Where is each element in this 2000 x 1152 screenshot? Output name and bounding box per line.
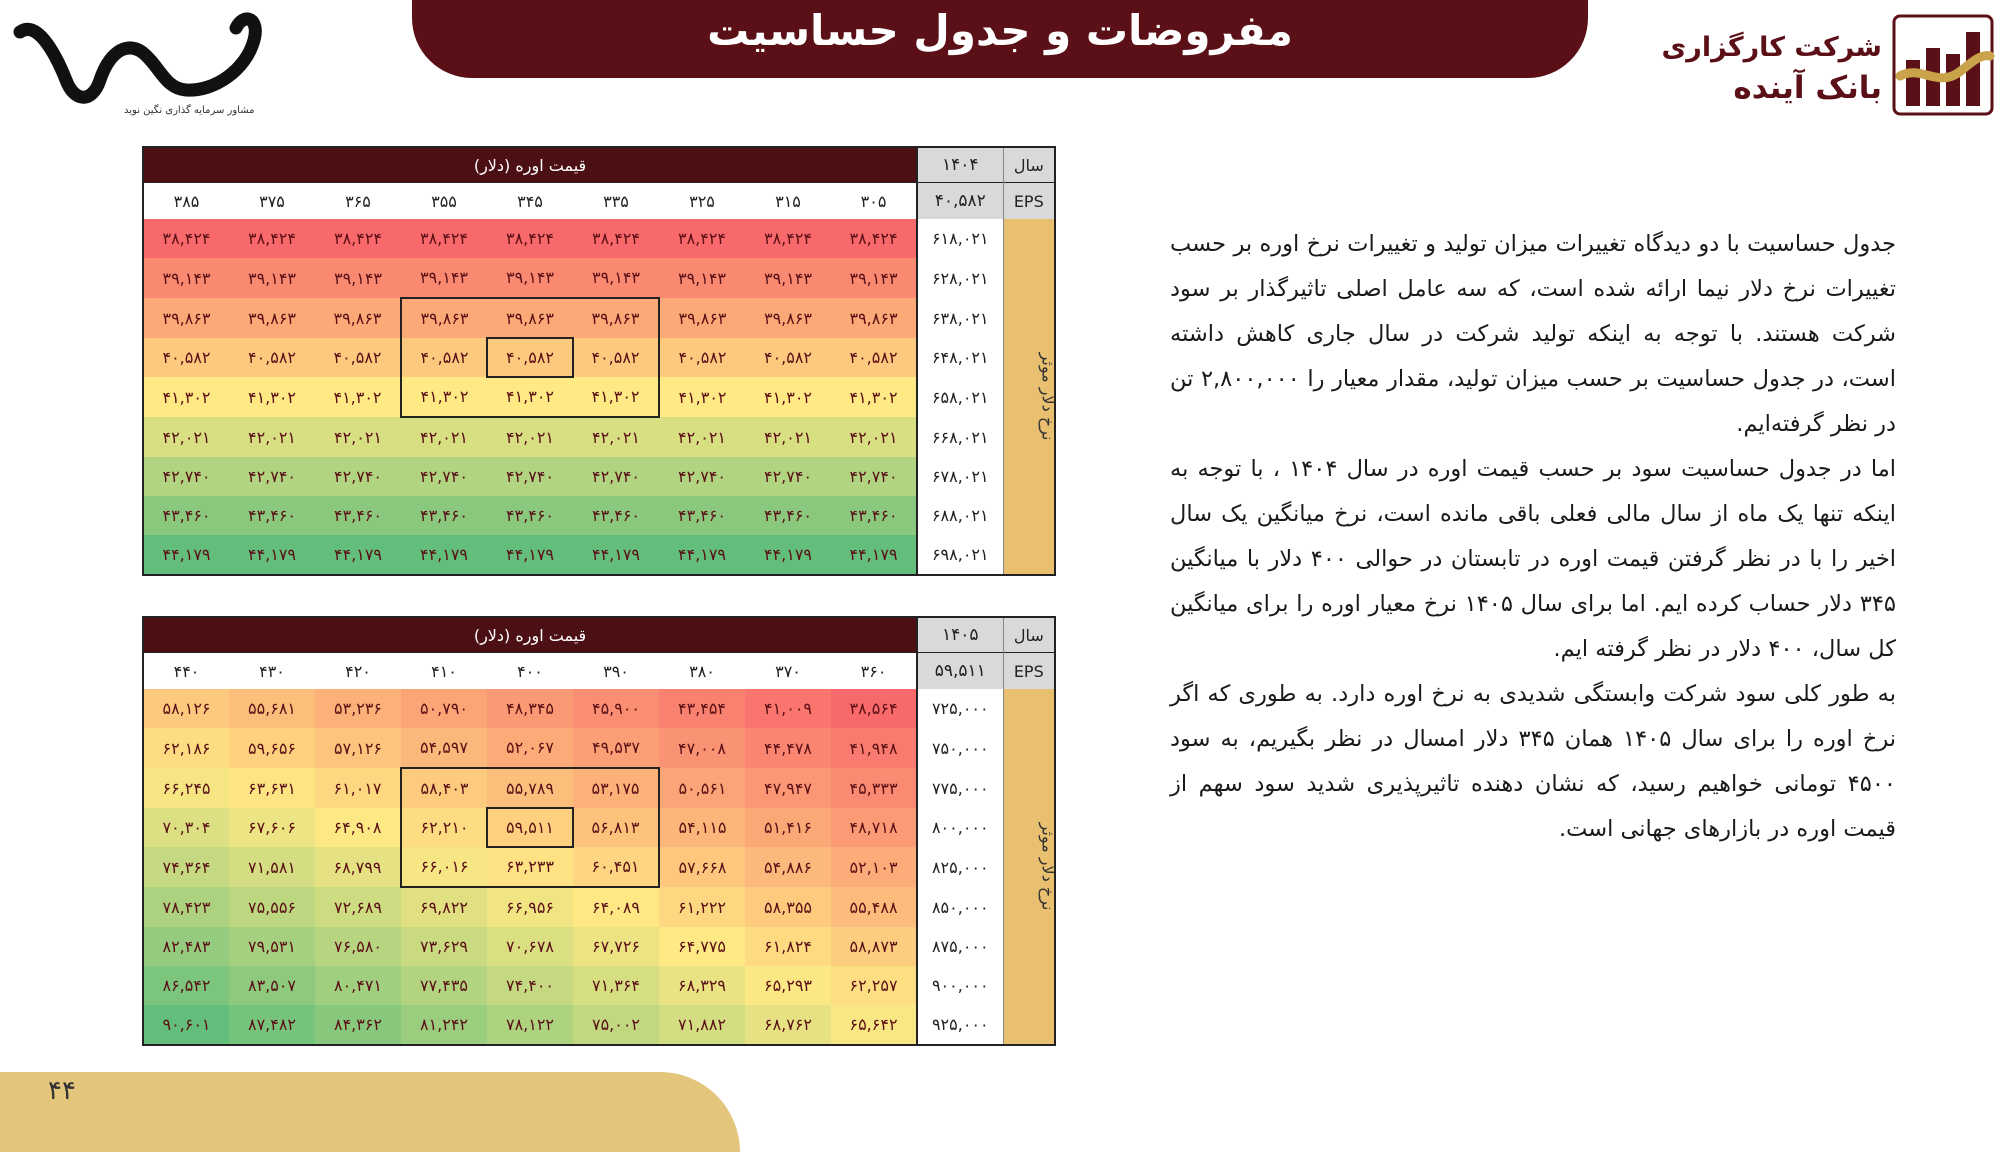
price-column-header: ۳۹۰	[573, 653, 659, 690]
sensitivity-cell: ۴۱,۰۰۹	[745, 689, 831, 728]
sensitivity-cell: ۶۸,۷۶۲	[745, 1005, 831, 1045]
sensitivity-cell: ۴۰,۵۸۲	[831, 338, 917, 377]
sensitivity-cell: ۴۱,۳۰۲	[229, 377, 315, 417]
sensitivity-cell: ۴۷,۹۴۷	[745, 768, 831, 808]
dollar-rate: ۷۷۵,۰۰۰	[917, 768, 1003, 808]
sensitivity-cell: ۵۸,۸۷۳	[831, 927, 917, 966]
dollar-rate: ۷۲۵,۰۰۰	[917, 689, 1003, 728]
sensitivity-cell: ۴۲,۷۴۰	[573, 457, 659, 496]
sensitivity-cell: ۷۱,۵۸۱	[229, 847, 315, 887]
sensitivity-cell: ۵۱,۴۱۶	[745, 808, 831, 847]
sensitivity-cell: ۴۰,۵۸۲	[229, 338, 315, 377]
dollar-rate: ۹۲۵,۰۰۰	[917, 1005, 1003, 1045]
price-column-header: ۳۷۰	[745, 653, 831, 690]
sensitivity-cell: ۴۰,۵۸۲	[143, 338, 229, 377]
broker-logo-line2: بانک آینده	[1733, 70, 1882, 106]
sensitivity-table-1404	[142, 146, 1056, 576]
sensitivity-cell: ۸۳,۵۰۷	[229, 966, 315, 1005]
price-column-header: ۳۰۵	[831, 183, 917, 220]
sensitivity-cell: ۴۳,۴۶۰	[659, 496, 745, 535]
sensitivity-cell: ۶۱,۲۲۲	[659, 887, 745, 927]
sensitivity-cell: ۵۹,۵۱۱	[487, 808, 573, 847]
sensitivity-cell: ۴۲,۰۲۱	[573, 417, 659, 457]
sensitivity-cell: ۴۱,۹۴۸	[831, 728, 917, 768]
dollar-rate: ۶۱۸,۰۲۱	[917, 219, 1003, 258]
sensitivity-cell: ۳۸,۴۲۴	[229, 219, 315, 258]
dollar-rate: ۶۶۸,۰۲۱	[917, 417, 1003, 457]
sensitivity-cell: ۴۳,۴۶۰	[573, 496, 659, 535]
sensitivity-cell: ۴۳,۴۶۰	[315, 496, 401, 535]
sensitivity-cell: ۴۸,۷۱۸	[831, 808, 917, 847]
sensitivity-cell: ۴۲,۰۲۱	[487, 417, 573, 457]
sensitivity-cell: ۳۸,۴۲۴	[143, 219, 229, 258]
effective-dollar-rate-label	[1003, 689, 1055, 1045]
sensitivity-cell: ۳۸,۵۶۴	[831, 689, 917, 728]
sensitivity-cell: ۳۸,۴۲۴	[487, 219, 573, 258]
table-row	[143, 689, 1055, 728]
table-row	[143, 887, 1055, 927]
table-row	[143, 457, 1055, 496]
sensitivity-cell: ۵۰,۷۹۰	[401, 689, 487, 728]
sensitivity-cell: ۳۸,۴۲۴	[315, 219, 401, 258]
sensitivity-cell: ۴۴,۱۷۹	[143, 535, 229, 575]
price-column-header: ۳۶۰	[831, 653, 917, 690]
footer-tab	[0, 1072, 740, 1152]
sensitivity-cell: ۴۳,۴۶۰	[745, 496, 831, 535]
sensitivity-cell: ۴۳,۴۶۰	[487, 496, 573, 535]
dollar-rate: ۶۷۸,۰۲۱	[917, 457, 1003, 496]
price-column-header: ۳۱۵	[745, 183, 831, 220]
sensitivity-cell: ۷۸,۴۲۳	[143, 887, 229, 927]
sensitivity-cell: ۴۲,۷۴۰	[745, 457, 831, 496]
table-row	[143, 808, 1055, 847]
sensitivity-cell: ۳۹,۱۴۳	[659, 258, 745, 298]
sensitivity-cell: ۸۶,۵۴۲	[143, 966, 229, 1005]
sensitivity-cell: ۸۷,۴۸۲	[229, 1005, 315, 1045]
sensitivity-cell: ۶۹,۸۲۲	[401, 887, 487, 927]
sensitivity-cell: ۷۴,۳۶۴	[143, 847, 229, 887]
sensitivity-cell: ۶۳,۲۳۳	[487, 847, 573, 887]
sensitivity-cell: ۵۴,۵۹۷	[401, 728, 487, 768]
sensitivity-cell: ۶۷,۶۰۶	[229, 808, 315, 847]
table-row	[143, 535, 1055, 575]
description-paragraph-2: اما در جدول حساسیت سود بر حسب قیمت اوره در سال ۱۴۰۴ ، با توجه به اینکه تنها یک ماه از سال مالی فعلی باقی مانده است، نرخ میانگین یک سال اخیر را با در نظر گرفتن قیمت اوره در تابستان در حوالی ۴۰۰ دلار با میانگین ۳۴۵ دلار حساب کرده ایم. اما برای سال ۱۴۰۵ نرخ معیار اوره را برای میانگین کل سال، ۴۰۰ دلار در نظر گرفته ایم.	[1170, 456, 1897, 662]
sensitivity-cell: ۴۴,۱۷۹	[573, 535, 659, 575]
sensitivity-cell: ۶۵,۶۴۲	[831, 1005, 917, 1045]
sensitivity-cell: ۳۸,۴۲۴	[745, 219, 831, 258]
eps-label: EPS	[1003, 653, 1055, 690]
price-columns-row	[143, 183, 1055, 220]
sensitivity-cell: ۴۰,۵۸۲	[315, 338, 401, 377]
year-label: سال	[1003, 147, 1055, 183]
description-paragraph-3: به طور کلی سود شرکت وابستگی شدیدی به نرخ اوره دارد. به طوری که اگر نرخ اوره را برای سال ۱۴۰۵ همان ۳۴۵ دلار امسال در نظر بگیریم، به سود ۴۵۰۰ تومانی خواهیم رسید، که نشان دهنده تاثیرپذیری شدید سود سهم از قیمت اوره در بازارهای جهانی است.	[1170, 681, 1896, 842]
sensitivity-cell: ۶۳,۶۳۱	[229, 768, 315, 808]
sensitivity-cell: ۴۲,۰۲۱	[143, 417, 229, 457]
price-column-header: ۴۲۰	[315, 653, 401, 690]
eps-value: ۵۹,۵۱۱	[917, 653, 1003, 690]
sensitivity-cell: ۴۲,۷۴۰	[315, 457, 401, 496]
sensitivity-cell: ۴۰,۵۸۲	[659, 338, 745, 377]
sensitivity-cell: ۴۱,۳۰۲	[745, 377, 831, 417]
sensitivity-cell: ۴۸,۳۴۵	[487, 689, 573, 728]
dollar-rate: ۶۳۸,۰۲۱	[917, 298, 1003, 338]
sensitivity-cell: ۴۰,۵۸۲	[573, 338, 659, 377]
table-row	[143, 496, 1055, 535]
table-row	[143, 298, 1055, 338]
price-column-header: ۴۴۰	[143, 653, 229, 690]
sensitivity-cell: ۴۴,۱۷۹	[487, 535, 573, 575]
table-row	[143, 338, 1055, 377]
dollar-rate: ۶۹۸,۰۲۱	[917, 535, 1003, 575]
sensitivity-cell: ۴۳,۴۶۰	[229, 496, 315, 535]
sensitivity-cell: ۳۸,۴۲۴	[401, 219, 487, 258]
sensitivity-cell: ۷۶,۵۸۰	[315, 927, 401, 966]
price-column-header: ۳۵۵	[401, 183, 487, 220]
sensitivity-cell: ۴۴,۱۷۹	[401, 535, 487, 575]
sensitivity-cell: ۳۹,۸۶۳	[143, 298, 229, 338]
sensitivity-table-1405	[142, 616, 1056, 1046]
sensitivity-cell: ۳۹,۱۴۳	[487, 258, 573, 298]
effective-dollar-rate-label	[1003, 219, 1055, 575]
sensitivity-cell: ۳۹,۸۶۳	[487, 298, 573, 338]
sensitivity-cell: ۶۶,۰۱۶	[401, 847, 487, 887]
sensitivity-cell: ۳۹,۸۶۳	[831, 298, 917, 338]
sensitivity-cell: ۳۹,۱۴۳	[573, 258, 659, 298]
sensitivity-cell: ۶۱,۸۲۴	[745, 927, 831, 966]
dollar-rate: ۶۴۸,۰۲۱	[917, 338, 1003, 377]
broker-logo-line1: شرکت کارگزاری	[1661, 32, 1882, 63]
description-text	[1170, 222, 1896, 852]
sensitivity-cell: ۵۰,۵۶۱	[659, 768, 745, 808]
price-column-header: ۴۱۰	[401, 653, 487, 690]
sensitivity-cell: ۴۱,۳۰۲	[401, 377, 487, 417]
dollar-rate: ۸۲۵,۰۰۰	[917, 847, 1003, 887]
sensitivity-cell: ۵۴,۱۱۵	[659, 808, 745, 847]
price-column-header: ۳۲۵	[659, 183, 745, 220]
table-row	[143, 927, 1055, 966]
year-label: سال	[1003, 617, 1055, 653]
price-column-header: ۳۴۵	[487, 183, 573, 220]
sensitivity-cell: ۶۴,۹۰۸	[315, 808, 401, 847]
sensitivity-cell: ۴۳,۴۶۰	[401, 496, 487, 535]
year-value: ۱۴۰۵	[917, 617, 1003, 653]
sensitivity-cell: ۷۵,۵۵۶	[229, 887, 315, 927]
sensitivity-cell: ۴۲,۰۲۱	[315, 417, 401, 457]
table-row	[143, 377, 1055, 417]
sensitivity-cell: ۴۱,۳۰۲	[659, 377, 745, 417]
sensitivity-cell: ۷۱,۳۶۴	[573, 966, 659, 1005]
sensitivity-cell: ۷۵,۰۰۲	[573, 1005, 659, 1045]
sensitivity-cell: ۴۱,۳۰۲	[143, 377, 229, 417]
sensitivity-cell: ۴۲,۷۴۰	[659, 457, 745, 496]
side-label-text: نرخ دلار موثر	[1037, 822, 1057, 911]
sensitivity-cell: ۹۰,۶۰۱	[143, 1005, 229, 1045]
sensitivity-cell: ۴۳,۴۵۴	[659, 689, 745, 728]
sensitivity-cell: ۳۹,۱۴۳	[315, 258, 401, 298]
sensitivity-cell: ۶۵,۲۹۳	[745, 966, 831, 1005]
dollar-rate: ۸۷۵,۰۰۰	[917, 927, 1003, 966]
sensitivity-cell: ۴۰,۵۸۲	[401, 338, 487, 377]
sensitivity-cell: ۵۳,۲۳۶	[315, 689, 401, 728]
sensitivity-cell: ۷۸,۱۲۲	[487, 1005, 573, 1045]
price-column-header: ۴۰۰	[487, 653, 573, 690]
sensitivity-cell: ۴۲,۷۴۰	[229, 457, 315, 496]
sensitivity-cell: ۶۰,۴۵۱	[573, 847, 659, 887]
sensitivity-cell: ۸۲,۴۸۳	[143, 927, 229, 966]
sensitivity-cell: ۶۲,۱۸۶	[143, 728, 229, 768]
table-row	[143, 219, 1055, 258]
side-label-text: نرخ دلار موثر	[1037, 352, 1057, 441]
table-row	[143, 768, 1055, 808]
sensitivity-cell: ۴۴,۴۷۸	[745, 728, 831, 768]
price-columns-row	[143, 653, 1055, 690]
sensitivity-cell: ۳۹,۸۶۳	[745, 298, 831, 338]
sensitivity-cell: ۵۸,۱۲۶	[143, 689, 229, 728]
sensitivity-cell: ۴۱,۳۰۲	[315, 377, 401, 417]
sensitivity-cell: ۵۶,۸۱۳	[573, 808, 659, 847]
sensitivity-cell: ۳۹,۱۴۳	[831, 258, 917, 298]
sensitivity-cell: ۴۵,۹۰۰	[573, 689, 659, 728]
table-row	[143, 258, 1055, 298]
dollar-rate: ۸۵۰,۰۰۰	[917, 887, 1003, 927]
year-value: ۱۴۰۴	[917, 147, 1003, 183]
sensitivity-cell: ۴۵,۳۳۳	[831, 768, 917, 808]
sensitivity-cell: ۸۰,۴۷۱	[315, 966, 401, 1005]
page-number: ۴۴	[48, 1076, 76, 1106]
table-row	[143, 417, 1055, 457]
sensitivity-cell: ۴۴,۱۷۹	[831, 535, 917, 575]
sensitivity-cell: ۵۲,۱۰۳	[831, 847, 917, 887]
table-row	[143, 728, 1055, 768]
sensitivity-cell: ۶۴,۰۸۹	[573, 887, 659, 927]
sensitivity-cell: ۶۲,۲۵۷	[831, 966, 917, 1005]
sensitivity-cell: ۶۴,۷۷۵	[659, 927, 745, 966]
dollar-rate: ۹۰۰,۰۰۰	[917, 966, 1003, 1005]
price-column-header: ۳۸۰	[659, 653, 745, 690]
sensitivity-cell: ۴۲,۰۲۱	[401, 417, 487, 457]
sensitivity-cell: ۷۷,۴۳۵	[401, 966, 487, 1005]
sensitivity-cell: ۳۸,۴۲۴	[573, 219, 659, 258]
table-row	[143, 1005, 1055, 1045]
dollar-rate: ۸۰۰,۰۰۰	[917, 808, 1003, 847]
sensitivity-cell: ۴۴,۱۷۹	[659, 535, 745, 575]
price-column-header: ۳۸۵	[143, 183, 229, 220]
title-bar	[412, 0, 1588, 78]
sensitivity-cell: ۶۱,۰۱۷	[315, 768, 401, 808]
dollar-rate: ۶۲۸,۰۲۱	[917, 258, 1003, 298]
price-column-header: ۳۳۵	[573, 183, 659, 220]
table-row	[143, 966, 1055, 1005]
price-header: قیمت اوره (دلار)	[143, 617, 917, 653]
broker-logo	[1661, 14, 1994, 118]
sensitivity-cell: ۵۷,۶۶۸	[659, 847, 745, 887]
sensitivity-cell: ۵۲,۰۶۷	[487, 728, 573, 768]
sensitivity-cell: ۵۴,۸۸۶	[745, 847, 831, 887]
table-row	[143, 847, 1055, 887]
sensitivity-cell: ۴۹,۵۳۷	[573, 728, 659, 768]
sensitivity-cell: ۴۲,۷۴۰	[401, 457, 487, 496]
sensitivity-cell: ۴۷,۰۰۸	[659, 728, 745, 768]
sensitivity-cell: ۸۱,۲۴۲	[401, 1005, 487, 1045]
sensitivity-cell: ۸۴,۳۶۲	[315, 1005, 401, 1045]
price-column-header: ۳۷۵	[229, 183, 315, 220]
price-header: قیمت اوره (دلار)	[143, 147, 917, 183]
sensitivity-cell: ۴۲,۷۴۰	[831, 457, 917, 496]
sensitivity-cell: ۴۴,۱۷۹	[229, 535, 315, 575]
sensitivity-cell: ۵۵,۶۸۱	[229, 689, 315, 728]
sensitivity-cell: ۵۷,۱۲۶	[315, 728, 401, 768]
sensitivity-cell: ۳۹,۸۶۳	[401, 298, 487, 338]
sensitivity-cell: ۷۱,۸۸۲	[659, 1005, 745, 1045]
sensitivity-cell: ۵۳,۱۷۵	[573, 768, 659, 808]
sensitivity-cell: ۳۸,۴۲۴	[659, 219, 745, 258]
description-paragraph-1: جدول حساسیت با دو دیدگاه تغییرات میزان تولید و تغییرات نرخ اوره بر حسب تغییرات نرخ دلار نیما ارائه شده است، که سه عامل اصلی تاثیرگذار بر سود شرکت هستند. با توجه به اینکه تولید شرکت در سال جاری کاهش داشته است، در جدول حساسیت بر حسب میزان تولید، مقدار معیار را ۲,۸۰۰,۰۰۰ تن در نظر گرفته‌ایم.	[1170, 231, 1896, 437]
sensitivity-cell: ۳۹,۸۶۳	[573, 298, 659, 338]
dollar-rate: ۶۸۸,۰۲۱	[917, 496, 1003, 535]
sensitivity-cell: ۳۸,۴۲۴	[831, 219, 917, 258]
sensitivity-cell: ۴۱,۳۰۲	[831, 377, 917, 417]
eps-label: EPS	[1003, 183, 1055, 220]
dollar-rate: ۶۵۸,۰۲۱	[917, 377, 1003, 417]
wave-logo-icon	[14, 10, 264, 110]
sensitivity-cell: ۶۷,۷۲۶	[573, 927, 659, 966]
eps-value: ۴۰,۵۸۲	[917, 183, 1003, 220]
sensitivity-cell: ۴۱,۳۰۲	[573, 377, 659, 417]
sensitivity-cell: ۴۳,۴۶۰	[831, 496, 917, 535]
sensitivity-cell: ۳۹,۱۴۳	[401, 258, 487, 298]
sensitivity-cell: ۴۴,۱۷۹	[745, 535, 831, 575]
sensitivity-cell: ۷۳,۶۲۹	[401, 927, 487, 966]
sensitivity-cell: ۳۹,۱۴۳	[745, 258, 831, 298]
sensitivity-cell: ۴۰,۵۸۲	[745, 338, 831, 377]
bank-building-logo-icon	[1892, 14, 1994, 116]
sensitivity-cell: ۶۲,۲۱۰	[401, 808, 487, 847]
sensitivity-cell: ۷۹,۵۳۱	[229, 927, 315, 966]
sensitivity-cell: ۴۲,۰۲۱	[831, 417, 917, 457]
sensitivity-cell: ۷۰,۶۷۸	[487, 927, 573, 966]
sensitivity-cell: ۵۵,۷۸۹	[487, 768, 573, 808]
advisor-logo-caption: مشاور سرمایه گذاری نگین نوید	[124, 105, 255, 116]
sensitivity-cell: ۵۵,۴۸۸	[831, 887, 917, 927]
sensitivity-cell: ۷۴,۴۰۰	[487, 966, 573, 1005]
price-column-header: ۳۶۵	[315, 183, 401, 220]
sensitivity-cell: ۴۲,۷۴۰	[143, 457, 229, 496]
advisor-logo	[14, 10, 274, 120]
sensitivity-cell: ۴۲,۰۲۱	[745, 417, 831, 457]
sensitivity-cell: ۴۴,۱۷۹	[315, 535, 401, 575]
sensitivity-cell: ۴۲,۰۲۱	[229, 417, 315, 457]
sensitivity-cell: ۴۲,۷۴۰	[487, 457, 573, 496]
sensitivity-cell: ۷۲,۶۸۹	[315, 887, 401, 927]
sensitivity-cell: ۴۱,۳۰۲	[487, 377, 573, 417]
sensitivity-cell: ۴۲,۰۲۱	[659, 417, 745, 457]
dollar-rate: ۷۵۰,۰۰۰	[917, 728, 1003, 768]
sensitivity-cell: ۶۸,۷۹۹	[315, 847, 401, 887]
sensitivity-cell: ۳۹,۸۶۳	[315, 298, 401, 338]
sensitivity-cell: ۳۹,۱۴۳	[143, 258, 229, 298]
sensitivity-cell: ۵۸,۴۰۳	[401, 768, 487, 808]
sensitivity-cell: ۶۸,۳۲۹	[659, 966, 745, 1005]
sensitivity-cell: ۳۹,۱۴۳	[229, 258, 315, 298]
sensitivity-cell: ۶۶,۲۴۵	[143, 768, 229, 808]
sensitivity-cell: ۴۳,۴۶۰	[143, 496, 229, 535]
sensitivity-cell: ۴۰,۵۸۲	[487, 338, 573, 377]
sensitivity-cell: ۶۶,۹۵۶	[487, 887, 573, 927]
price-column-header: ۴۳۰	[229, 653, 315, 690]
sensitivity-cell: ۳۹,۸۶۳	[659, 298, 745, 338]
page-title: مفروضات و جدول حساسیت	[707, 6, 1293, 55]
sensitivity-cell: ۵۸,۳۵۵	[745, 887, 831, 927]
sensitivity-cell: ۳۹,۸۶۳	[229, 298, 315, 338]
sensitivity-cell: ۷۰,۳۰۴	[143, 808, 229, 847]
sensitivity-cell: ۵۹,۶۵۶	[229, 728, 315, 768]
